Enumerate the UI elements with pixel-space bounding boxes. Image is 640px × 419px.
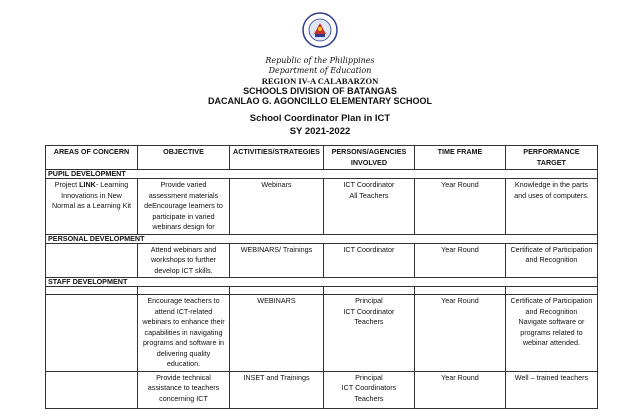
blank-row	[46, 287, 598, 295]
cell-area: Project LINK- Learning Innovations in New Normal as a Learning Kit	[46, 179, 138, 235]
document-title: School Coordinator Plan in ICT	[249, 113, 391, 124]
section-row: PUPIL DEVELOPMENT	[46, 170, 598, 179]
cell-persons: Principal ICT Coordinator Teachers	[323, 295, 414, 372]
col-objective: OBJECTIVE	[138, 146, 230, 170]
cell-objective: Provide varied assessment materials deEncourage learners to participate in varied webinars design for	[138, 179, 230, 235]
deped-seal-logo	[302, 12, 338, 48]
cell-persons: ICT Coordinator All Teachers	[323, 179, 414, 235]
table-header-row	[46, 146, 598, 170]
coordinator-plan-table	[45, 145, 598, 409]
cell-persons: Principal ICT Coordinators Teachers	[323, 371, 414, 408]
cell-area	[46, 371, 138, 408]
cell-objective: Attend webinars and workshops to further develop ICT skills.	[138, 243, 230, 278]
col-areas: AREAS OF CONCERN	[46, 146, 138, 170]
cell-area	[46, 295, 138, 372]
table-row	[46, 371, 598, 408]
section-row: STAFF DEVELOPMENT	[46, 278, 598, 287]
school-year: SY 2021-2022	[289, 126, 351, 137]
table-row	[46, 243, 598, 278]
col-target: PERFORMANCE TARGET	[505, 146, 597, 170]
cell-persons: ICT Coordinator	[323, 243, 414, 278]
cell-target: Certificate of Participation and Recognition Navigate software or programs related to webinar attended.	[505, 295, 597, 372]
cell-time: Year Round	[414, 243, 505, 278]
school-line: DACANLAO G. AGONCILLO ELEMENTARY SCHOOL	[208, 96, 432, 106]
cell-time: Year Round	[414, 179, 505, 235]
cell-objective: Provide technical assistance to teachers concerning ICT	[138, 371, 230, 408]
cell-activity: WEBINARS	[230, 295, 324, 372]
col-persons: PERSONS/AGENCIES INVOLVED	[323, 146, 414, 170]
cell-activity: INSET and Trainings	[230, 371, 324, 408]
cell-area	[46, 243, 138, 278]
republic-line: Republic of the Philippines	[265, 56, 375, 65]
col-time: TIME FRAME	[414, 146, 505, 170]
region-line: REGION IV-A CALABARZON	[261, 76, 379, 86]
cell-activity: Webinars	[230, 179, 324, 235]
col-activities: ACTIVITIES/STRATEGIES	[230, 146, 324, 170]
division-line: SCHOOLS DIVISION OF BATANGAS	[243, 86, 397, 96]
cell-target: Knowledge in the parts and uses of computers.	[505, 179, 597, 235]
department-line: Department of Education	[268, 66, 372, 75]
table-row	[46, 179, 598, 235]
cell-time: Year Round	[414, 295, 505, 372]
cell-target: Well – trained teachers	[505, 371, 597, 408]
section-row: PERSONAL DEVELOPMENT	[46, 234, 598, 243]
cell-objective: Encourage teachers to attend ICT-related webinars to enhance their capabilities in navigating programs and software in delivering quality education.	[138, 295, 230, 372]
cell-activity: WEBINARS/ Trainings	[230, 243, 324, 278]
cell-target: Certificate of Participation and Recognition	[505, 243, 597, 278]
table-row	[46, 295, 598, 372]
cell-time: Year Round	[414, 371, 505, 408]
